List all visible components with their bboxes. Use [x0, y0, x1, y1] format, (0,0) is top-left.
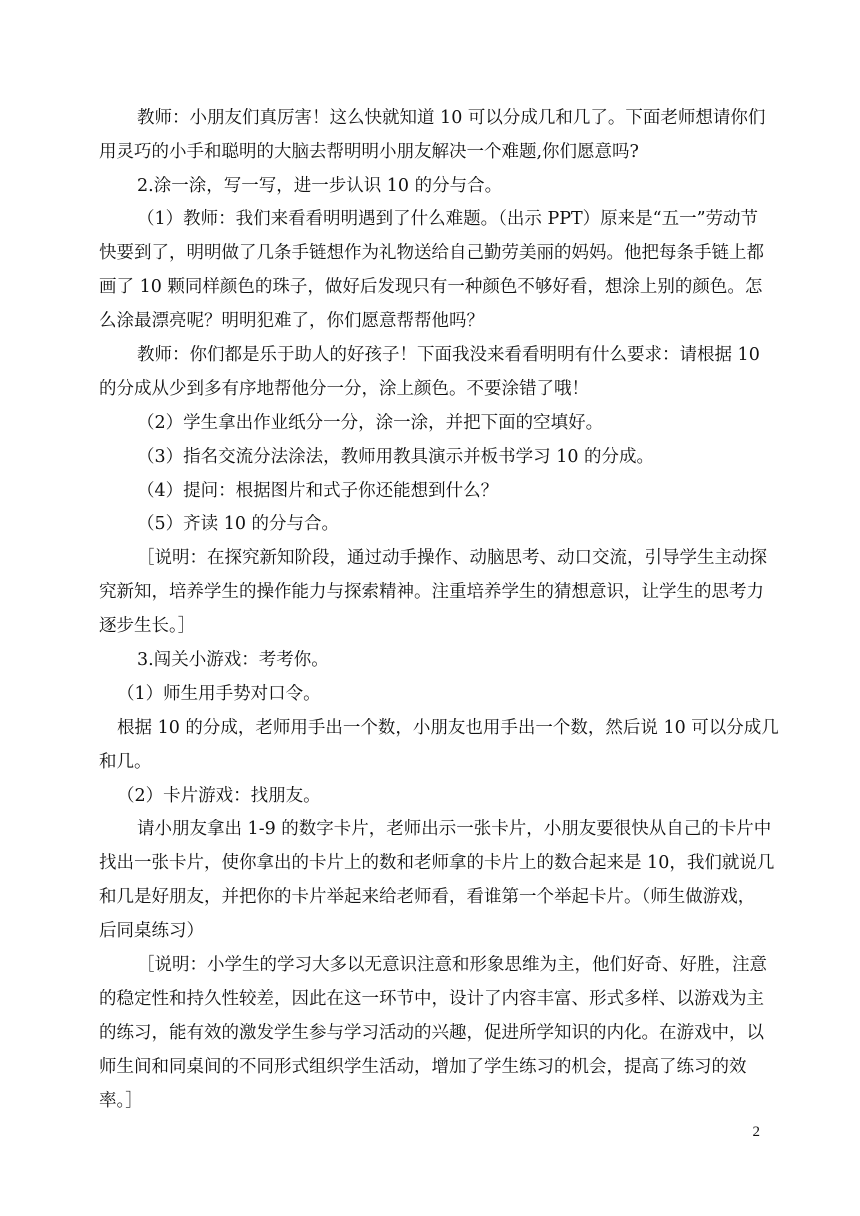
text-line: （5）齐读 10 的分与合。: [137, 514, 340, 534]
page-number: 2: [752, 1124, 760, 1140]
text-line: 2.涂一涂，写一写，进一步认识 10 的分与合。: [137, 176, 503, 196]
text-line: 后同桌练习）: [99, 921, 204, 941]
text-line: 逐步生长。］: [99, 616, 196, 636]
text-line: （2）卡片游戏：找朋友。: [117, 786, 321, 806]
text-line: （4）提问：根据图片和式子你还能想到什么？: [137, 481, 499, 501]
text-line: 率。］: [99, 1091, 143, 1111]
text-line: 根据 10 的分成，老师用手出一个数，小朋友也用手出一个数，然后说 10 可以分成几: [117, 718, 779, 738]
text-line: 快要到了，明明做了几条手链想作为礼物送给自己勤劳美丽的妈妈。他把每条手链上都: [99, 243, 764, 263]
text-line: 3.闯关小游戏：考考你。: [137, 650, 329, 670]
text-line: （2）学生拿出作业纸分一分，涂一涂，并把下面的空填好。: [137, 413, 604, 433]
text-line: （1）师生用手势对口令。: [117, 684, 321, 704]
text-line: 用灵巧的小手和聪明的大脑去帮明明小朋友解决一个难题,你们愿意吗?: [99, 142, 639, 162]
text-line: ［说明：小学生的学习大多以无意识注意和形象思维为主，他们好奇、好胜，注意: [137, 955, 767, 975]
text-line: 的练习，能有效的激发学生参与学习活动的兴趣，促进所学知识的内化。在游戏中，以: [99, 1023, 764, 1043]
text-line: 画了 10 颗同样颜色的珠子，做好后发现只有一种颜色不够好看，想涂上别的颜色。怎: [99, 277, 763, 297]
text-line: （3）指名交流分法涂法，教师用教具演示并板书学习 10 的分成。: [137, 447, 655, 467]
text-line: 么涂最漂亮呢？明明犯难了，你们愿意帮帮他吗？: [99, 311, 484, 331]
text-line: 的分成从少到多有序地帮他分一分，涂上颜色。不要涂错了哦！: [99, 379, 589, 399]
text-line: 和几是好朋友，并把你的卡片举起来给老师看，看谁第一个举起卡片。（师生做游戏，: [99, 887, 756, 907]
text-line: 和几。: [99, 752, 152, 772]
text-line: 教师：你们都是乐于助人的好孩子！下面我没来看看明明有什么要求：请根据 10: [137, 345, 760, 365]
text-line: 师生间和同桌间的不同形式组织学生活动，增加了学生练习的机会，提高了练习的效: [99, 1057, 747, 1077]
text-line: 请小朋友拿出 1-9 的数字卡片，老师出示一张卡片，小朋友要很快从自己的卡片中: [137, 819, 772, 839]
text-line: （1）教师：我们来看看明明遇到了什么难题。（出示 PPT）原来是“五一”劳动节: [137, 209, 759, 229]
text-line: 究新知，培养学生的操作能力与探索精神。注重培养学生的猜想意识，让学生的思考力: [99, 582, 764, 602]
text-line: ［说明：在探究新知阶段，通过动手操作、动脑思考、动口交流，引导学生主动探: [137, 548, 767, 568]
text-line: 教师：小朋友们真厉害！这么快就知道 10 可以分成几和几了。下面老师想请你们: [137, 108, 766, 128]
text-line: 找出一张卡片，使你拿出的卡片上的数和老师拿的卡片上的数合起来是 10，我们就说几: [99, 853, 775, 873]
text-line: 的稳定性和持久性较差，因此在这一环节中，设计了内容丰富、形式多样、以游戏为主: [99, 989, 764, 1009]
